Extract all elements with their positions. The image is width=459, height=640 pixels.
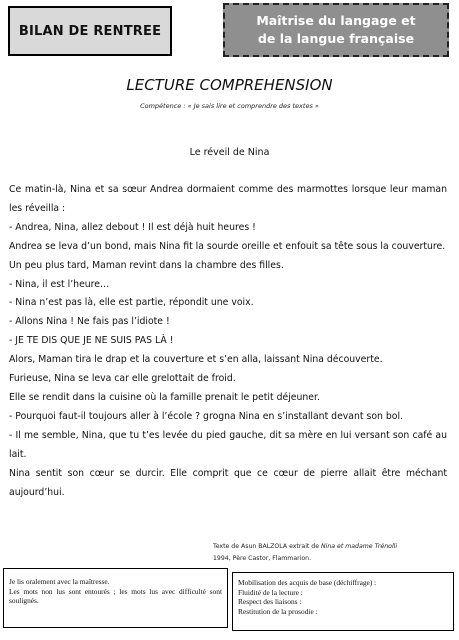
story-paragraph: Un peu plus tard, Maman revint dans la chambre des filles. (9, 259, 284, 271)
header-right-box (223, 3, 449, 57)
criteria-line2: Fluidité de la lecture : (238, 587, 303, 597)
story-paragraph: - JE TE DIS QUE JE NE SUIS PAS LÀ ! (9, 335, 174, 347)
story-paragraph: - Nina n’est pas là, elle est partie, répondit une voix. (9, 297, 254, 309)
story-paragraph: - Il me semble, Nina, que tu t’es levée du pied gauche, dit sa mère en lui versant son café au lait. (9, 429, 447, 460)
source-line1 (213, 541, 453, 553)
source-book-title: Nina et madame Trénolli (321, 543, 398, 550)
criteria-line4: Restitution de la prosodie : (238, 606, 318, 616)
story-text (9, 181, 447, 502)
story-paragraph: Alors, Maman tira le drap et la couverture et s’en alla, laissant Nina découverte. (9, 354, 383, 366)
header-right-line2: de la langue française (257, 31, 415, 46)
source-line2: 1994, Père Castor, Flammarion. (213, 555, 312, 562)
story-paragraph: - Andrea, Nina, allez debout ! Il est déjà huit heures ! (9, 221, 256, 233)
criteria-line1: Mobilisation des acquis de base (déchiffrage) : (238, 578, 377, 587)
instruction-line2: Les mots non lus sont entourés ; les mots lus avec difficulté sont soulignés. (9, 586, 222, 605)
story-paragraph: - Pourquoi faut-il toujours aller à l’école ? grogna Nina en s’installant devant son bol. (9, 410, 403, 422)
story-paragraph: - Nina, il est l’heure… (9, 278, 110, 290)
story-paragraph: Andrea se leva d’un bond, mais Nina fit la sourde oreille et enfouit sa tête sous la couverture. (9, 240, 446, 252)
story-paragraph: - Allons Nina ! Ne fais pas l’idiote ! (9, 316, 170, 328)
instruction-line1: Je lis oralement avec la maîtresse. (9, 577, 110, 586)
competence-line: Compétence : « Je sais lire et comprendre des textes » (140, 102, 319, 110)
source-prefix: Texte de Asun BALZOLA extrait de (213, 543, 322, 550)
page-title: LECTURE COMPREHENSION (126, 76, 333, 94)
story-paragraph: Nina sentit son cœur se durcir. Elle comprit que ce cœur de pierre allait être méchant aujourd’hui. (9, 467, 447, 498)
header-left-label: BILAN DE RENTREE (18, 23, 162, 39)
story-paragraph: Furieuse, Nina se leva car elle grelottait de froid. (9, 373, 236, 385)
source-citation (213, 541, 453, 565)
criteria-line3: Respect des liaisons : (238, 597, 302, 606)
story-paragraph: Elle se rendit dans la cuisine où la famille prenait le petit déjeuner. (9, 391, 320, 403)
story-paragraph: Ce matin-là, Nina et sa sœur Andrea dormaient comme des marmottes lorsque leur maman les réveilla : (9, 184, 447, 214)
evaluation-criteria-box (232, 572, 454, 631)
story-title: Le réveil de Nina (189, 147, 270, 158)
reading-instructions-box (3, 568, 228, 628)
header-left-box (8, 6, 172, 56)
header-right-line1: Maîtrise du langage et (256, 13, 416, 28)
